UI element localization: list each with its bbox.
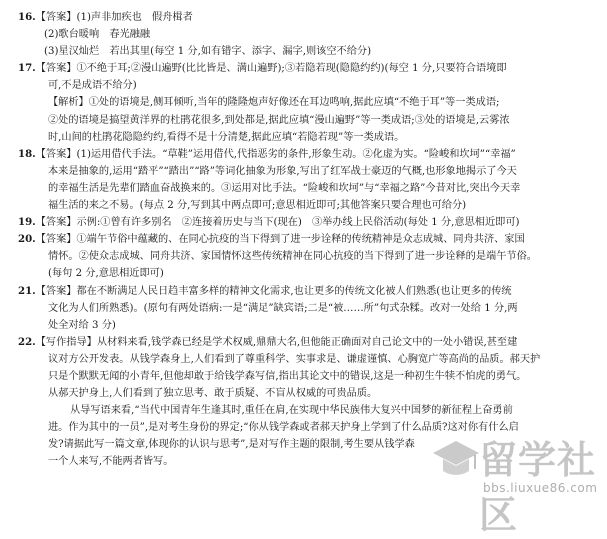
- answer-line: (每句 2 分,意思相近即可): [48, 268, 164, 280]
- question-number: 17.: [18, 62, 36, 75]
- watermark-brand: 留学社区: [479, 438, 597, 537]
- watermark-url: bbs.liuxue86.com: [483, 481, 598, 495]
- answer-18: [18, 146, 592, 214]
- answer-line: 文化为人们所熟悉)。(原句有两处语病:一是“满足”缺宾语;二是“被……所”句式杂糅。改对一处给 1 分,两: [48, 302, 518, 314]
- answer-line: 福生活的来之不易。(每点 2 分,写到其中两点即可;意思相近即可;其他答案只要合理也可给分): [48, 200, 467, 212]
- answer-line: 处全对给 3 分): [48, 319, 116, 331]
- writing-guide-line: 从郝天护身上,人们看到了独立思考、敢于质疑、不盲从权威的可贵品质。: [48, 388, 378, 400]
- watermark: [427, 425, 599, 537]
- answer-line: 情怀。②使众志成城、同舟共济、家国情怀这些传统精神在同心抗疫的当下得到了进一步诠释的是端午节俗。: [48, 251, 537, 263]
- analysis-line: ②处的语境是搞望黄洋界的杜鹃花很多,到处都是,据此应填“漫山遍野”等一类成语;③处的语境是,云雾浓: [48, 114, 510, 126]
- question-number: 20.: [18, 233, 36, 246]
- writing-guide-line: 从导写语来看,“当代中国青年生逢其时,重任在肩,在实现中华民族伟大复兴中国梦的新征程上奋勇前: [70, 405, 513, 417]
- answer-line: (2)歌台暖响 春光融融: [44, 29, 151, 41]
- writing-guide-line: 【写作指导】从材料来看,钱学森已经是学术权威,鼎鼎大名,但他能正确面对自己论文中的一处小错误,甚至建: [35, 336, 518, 348]
- question-number: 16.: [18, 11, 36, 23]
- writing-guide-line: 只是个默默无闻的小青年,但他却敢于给钱学森写信,指出其论文中的错误,这是一种初生牛犊不怕虎的勇气。: [48, 370, 527, 382]
- answer-line: 本来是抽象的,运用“踏平”“踏出”“路”等词化抽象为形象,写出了红军战士豪迈的气概,也形象地揭示了今天: [48, 165, 517, 177]
- answer-line: 【答案】①不绝于耳;②漫山遍野(比比皆是、满山遍野);③若隐若现(隐隐约约)(每空 1 分,只要符合语境即: [35, 63, 507, 75]
- answer-16: [18, 9, 592, 60]
- writing-guide-line: 发?请据此写一篇文章,体现你的认识与思考”,是对写作主题的限制,考生要从钱学森: [48, 439, 415, 451]
- writing-guide-line: 一个人来写,不能两者皆写。: [48, 456, 174, 468]
- answer-17: [18, 60, 592, 145]
- writing-guide-line: 进。作为其中的一员”,是对考生身份的界定;“你从钱学森或者郝天护身上学到了什么品质?这对你有什么启: [48, 422, 519, 434]
- answer-19: [18, 214, 592, 231]
- writing-guide-line: 议对方公开发表。从钱学森身上,人们看到了尊重科学、实事求是、谦虚谨慎、心胸宽广等高尚的品质。郝天护: [48, 353, 541, 365]
- answer-line: 可,不是成语不给分): [48, 80, 137, 92]
- question-number: 21.: [18, 284, 36, 297]
- answer-line: 【答案】都在不断满足人民日趋丰富多样的精神文化需求,也让更多的传统文化被人们熟悉(也让更多的传统: [35, 285, 512, 297]
- question-number: 18.: [18, 147, 36, 160]
- answer-line: (3)星汉灿烂 若出其里(每空 1 分,如有错字、添字、漏字,则该空不给分): [44, 46, 372, 58]
- answer-line: 【答案】(1)运用借代手法。“草鞋”运用借代,代指恶劣的条件,形象生动。②化虚为实。“险峻和坎坷”“幸福”: [35, 148, 516, 160]
- question-number: 22.: [18, 335, 36, 348]
- answer-line: 【答案】(1)声非加疾也 假舟楫者: [35, 12, 193, 23]
- analysis-line: 时,山间的杜鹃花隐隐约约,看得不是十分清楚,据此应填“若隐若现”等一类成语。: [48, 131, 405, 143]
- graduation-cap-icon: [427, 431, 485, 483]
- answer-line: 的幸福生活是先辈们踏血奋战换来的。③运用对比手法。“险峻和坎坷”与“幸福之路”今昔对比,突出今天幸: [48, 182, 521, 194]
- answer-page: [18, 9, 592, 471]
- answer-line: 【答案】示例:①曾有许多别名 ②连接着历史与当下(现在) ③举办线上民俗活动(每处 1 分,意思相近即可): [35, 217, 520, 229]
- answer-line: 【答案】①端午节俗中蕴藏的、在同心抗疫的当下得到了进一步诠释的传统精神是众志成城、同舟共济、家国: [35, 234, 525, 246]
- answer-20: [18, 231, 592, 282]
- answer-21: [18, 283, 592, 334]
- question-number: 19.: [18, 216, 36, 229]
- analysis-line: 【解析】①处的语境是,侧耳倾听,当年的隆隆炮声好像还在耳边鸣响,据此应填“不绝于耳”等一类成语;: [48, 97, 500, 109]
